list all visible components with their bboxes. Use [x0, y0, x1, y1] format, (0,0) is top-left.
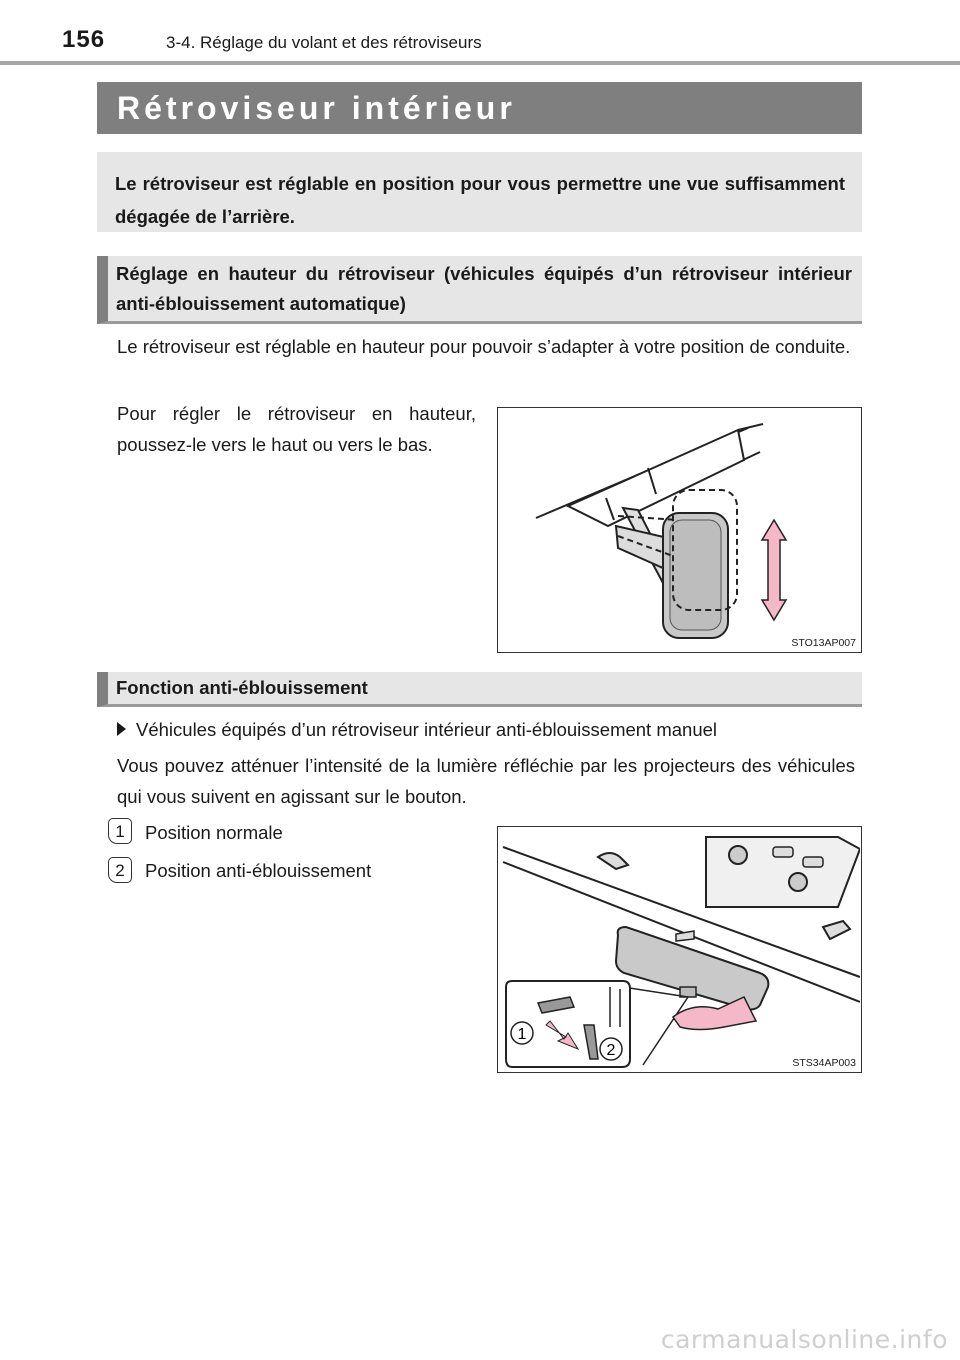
figure-code: STS34AP003	[792, 1057, 856, 1069]
height-para-1: Le rétroviseur est réglable en hauteur pour pouvoir s’adapter à votre position de conduite.	[117, 336, 851, 357]
callout-2: 2	[606, 1042, 616, 1059]
item-label-2: Position anti-éblouissement	[145, 860, 372, 881]
num-badge-2: 2	[108, 857, 132, 883]
antiglare-para: Vous pouvez atténuer l’intensité de la lumière réfléchie par les projecteurs des véhicules qui vous suivent en agissant sur le bouton.	[117, 755, 855, 807]
mirror-height-illustration	[498, 408, 860, 651]
figure-mirror-height	[497, 407, 862, 653]
callout-1: 1	[517, 1026, 527, 1043]
running-head: 3-4. Réglage du volant et des rétroviseurs	[166, 33, 482, 52]
figure-antiglare	[497, 826, 862, 1073]
figure-code: STO13AP007	[791, 637, 856, 649]
subheading-antiglare-text: Fonction anti-éblouissement	[116, 677, 368, 698]
antiglare-bullet	[117, 714, 857, 745]
header-rule	[0, 61, 960, 65]
bullet-triangle-icon	[117, 722, 126, 736]
num-badge-1: 1	[108, 818, 132, 844]
intro-text: Le rétroviseur est réglable en position pour vous permettre une vue suffisamment dégagée de l’arrière.	[115, 173, 845, 227]
height-para-2: Pour régler le rétroviseur en hauteur, poussez-le vers le haut ou vers le bas.	[117, 403, 476, 455]
subheading-height	[97, 256, 862, 324]
item-label-1: Position normale	[145, 822, 283, 843]
intro-box	[97, 152, 862, 232]
subheading-height-text: Réglage en hauteur du rétroviseur (véhicules équipés d’un rétroviseur intérieur anti-éblouissement automatique)	[116, 263, 852, 314]
antiglare-illustration	[498, 827, 860, 1071]
page-title: Rétroviseur intérieur	[117, 90, 516, 126]
footer-watermark: carmanualsonline.info	[660, 1325, 948, 1354]
page-number: 156	[62, 26, 106, 53]
subheading-antiglare	[97, 672, 862, 707]
title-bar	[97, 82, 862, 134]
antiglare-bullet-text: Véhicules équipés d’un rétroviseur intérieur anti-éblouissement manuel	[136, 719, 718, 740]
